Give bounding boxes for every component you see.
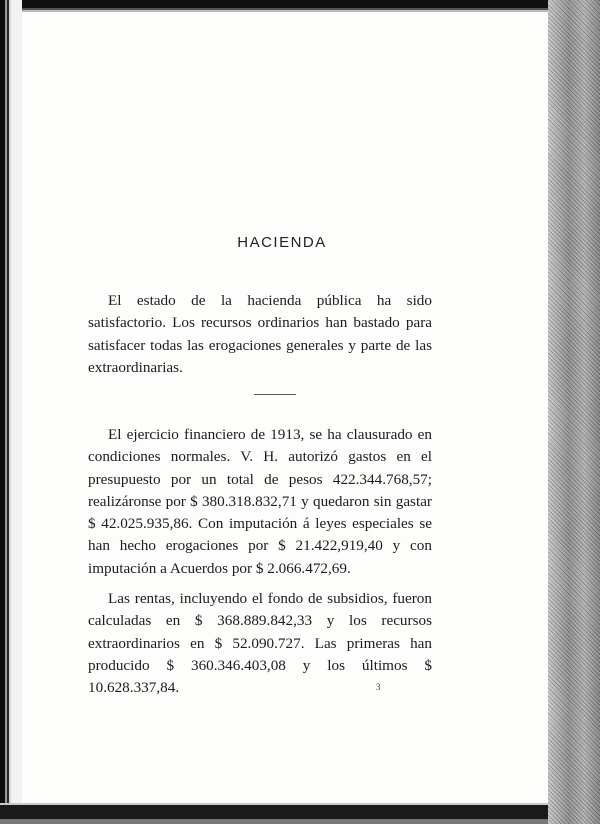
page-number: 3	[376, 682, 381, 692]
paragraph-ejercicio: El ejercicio financiero de 1913, se ha clausurado en condiciones normales. V. H. autorizó gastos en el presupuesto por un total de pesos 422.344.768,57; realizáronse por $ 380.318.832,71 y quedaron sin gastar $ 42.025.935,86. Con imputación á leyes especiales se han hecho erogaciones por $ 21.422,919,40 y con imputación a Acuerdos por $ 2.066.472,69.	[88, 426, 432, 577]
paragraph-rentas: Las rentas, incluyendo el fondo de subsidios, fueron calculadas en $ 368.889.842,33 y los recursos extraordinarios en $ 52.090.727. Las primeras han producido $ 360.346.403,08 y los últimos $ 10.628.337,84.	[88, 590, 432, 697]
section-heading: HACIENDA	[237, 234, 327, 251]
scan-border-top	[0, 0, 560, 12]
page-edge-texture	[548, 0, 600, 824]
scan-border-bottom	[0, 803, 560, 824]
section-divider	[254, 394, 296, 395]
paragraph-intro: El estado de la hacienda pública ha sido satisfactorio. Los recursos ordinarios han bastado para satisfacer todas las erogaciones generales y parte de las extraordinarias.	[88, 292, 432, 376]
document-page	[22, 12, 548, 803]
scan-border-left	[0, 0, 22, 824]
